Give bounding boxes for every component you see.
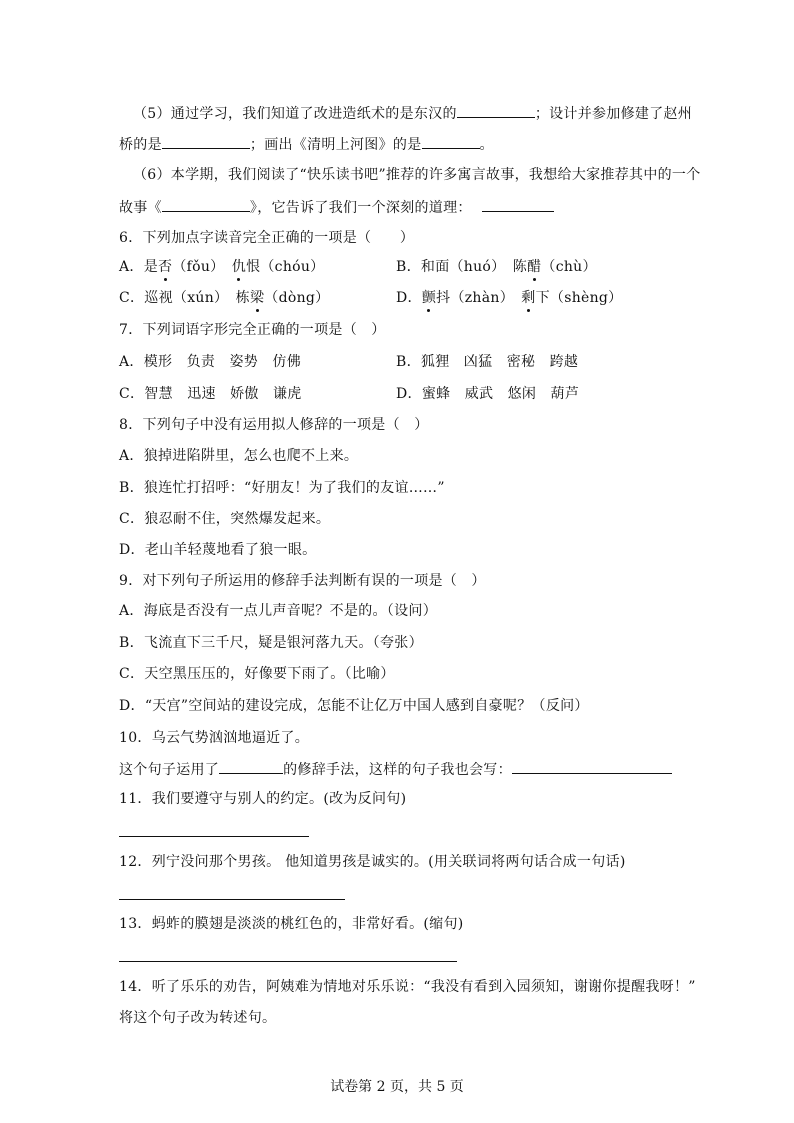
q6-option-a[interactable] bbox=[119, 257, 324, 277]
q5-text-c: 桥的是 bbox=[119, 137, 162, 153]
q5-text-b: ；设计并参加修建了赵州 bbox=[534, 106, 693, 122]
q6-a-mid: （fǒu） bbox=[172, 259, 232, 275]
q5-text-d: ；画出《清明上河图》的是 bbox=[249, 137, 422, 153]
q10-text-b: 的修辞手法，这样的句子我也会写： bbox=[283, 762, 512, 778]
blank-own-sentence[interactable] bbox=[512, 759, 672, 774]
q6p-text-c: 》，它告诉了我们一个深刻的道理： bbox=[249, 200, 472, 216]
q6-d-pre: D． bbox=[396, 290, 422, 306]
q8-option-a[interactable] bbox=[119, 446, 358, 466]
q10-stem-text: 10．乌云气势汹汹地逼近了。 bbox=[119, 730, 310, 746]
q9-option-a[interactable] bbox=[119, 601, 437, 621]
q10-line-2 bbox=[119, 759, 672, 780]
q6p-text-b: 故事《 bbox=[119, 200, 162, 216]
q8-option-c[interactable] bbox=[119, 509, 330, 529]
page-footer: 试卷第 2 页，共 5 页 bbox=[330, 1079, 464, 1095]
q6-option-c[interactable] bbox=[119, 288, 329, 308]
q7-option-c[interactable]: C．智慧 迅速 娇傲 谦虎 bbox=[119, 386, 302, 402]
q6-c-dot2: 梁 bbox=[249, 290, 265, 306]
q14-line-1 bbox=[119, 977, 696, 997]
q6-a-pre: A．是 bbox=[119, 259, 159, 275]
q7-stem-text: 7．下列词语字形完全正确的一项是（ ） bbox=[119, 322, 386, 338]
q8-option-b[interactable] bbox=[119, 478, 445, 498]
q8-option-a-text: A．狼掉进陷阱里，怎么也爬不上来。 bbox=[119, 448, 359, 464]
blank-bridge-builder[interactable] bbox=[162, 134, 250, 149]
q9-stem-text: 9．对下列句子所运用的修辞手法判断有误的一项是（ ） bbox=[119, 573, 486, 589]
q6-c-pre: C．巡 bbox=[119, 290, 159, 306]
q6p-line-2 bbox=[119, 197, 554, 218]
q6-d-dot2: 剩 bbox=[521, 290, 536, 306]
blank-fable-title[interactable] bbox=[162, 197, 250, 212]
q14-text-b: 将这个句子改为转述句。 bbox=[119, 1010, 277, 1026]
q6-stem bbox=[119, 228, 414, 248]
q6-b-pre: B．和 bbox=[396, 259, 436, 275]
q9-option-b[interactable] bbox=[119, 633, 423, 653]
q12-stem bbox=[119, 852, 626, 872]
q5-text-e: 。 bbox=[479, 137, 494, 153]
q9-option-a-text: A．海底是否没有一点儿声音呢？不是的。（设问） bbox=[119, 603, 438, 619]
q10-stem bbox=[119, 728, 309, 748]
q6p-line-1 bbox=[133, 165, 701, 185]
q13-stem-text: 13．蚂蚱的膜翅是淡淡的桃红色的，非常好看。(缩句) bbox=[119, 916, 464, 932]
blank-rhetoric-device[interactable] bbox=[219, 759, 283, 774]
q7-option-d[interactable]: D．蜜蜂 威武 悠闲 葫芦 bbox=[396, 386, 580, 402]
q6-a-dot1: 否 bbox=[158, 259, 173, 275]
q6-b-post: （chù） bbox=[541, 259, 597, 275]
q8-option-b-text: B．狼连忙打招呼：“好朋友！为了我们的友谊……” bbox=[119, 480, 445, 496]
q6-d-dot1: 颤 bbox=[421, 290, 437, 306]
q11-stem-text: 11．我们要遵守与别人的约定。(改为反问句) bbox=[119, 791, 407, 807]
q5-line-1 bbox=[133, 103, 692, 124]
q9-option-c-text: C．天空黑压压的，好像要下雨了。（比喻） bbox=[119, 666, 395, 682]
q7-option-a[interactable]: A．模形 负责 姿势 仿佛 bbox=[119, 354, 302, 370]
q7-stem bbox=[119, 320, 386, 340]
q8-stem bbox=[119, 415, 429, 435]
q6p-text-a: （6）本学期，我们阅读了“快乐读书吧”推荐的许多寓言故事，我想给大家推荐其中的一个 bbox=[133, 167, 701, 183]
q6-b-dot2: 醋 bbox=[527, 259, 542, 275]
blank-painter[interactable] bbox=[422, 134, 480, 149]
q6-option-b[interactable] bbox=[396, 257, 597, 277]
q6-stem-text: 6．下列加点字读音完全正确的一项是（ ） bbox=[119, 230, 415, 246]
q9-stem bbox=[119, 571, 486, 591]
q9-option-d-text: D．“天宫”空间站的建设完成，怎能不让亿万中国人感到自豪呢？（反问） bbox=[119, 698, 589, 714]
q8-option-d[interactable] bbox=[119, 540, 316, 560]
q6-option-d[interactable] bbox=[396, 288, 622, 308]
q11-stem bbox=[119, 789, 406, 809]
q5-line-2 bbox=[119, 134, 494, 155]
q12-stem-text: 12．列宁没问那个男孩。 他知道男孩是诚实的。(用关联词将两句话合成一句话) bbox=[119, 854, 626, 870]
q9-option-d[interactable] bbox=[119, 696, 589, 716]
q9-option-b-text: B．飞流直下三千尺，疑是银河落九天。（夸张） bbox=[119, 635, 423, 651]
q10-text-a: 这个句子运用了 bbox=[119, 762, 220, 778]
q8-stem-text: 8．下列句子中没有运用拟人修辞的一项是（ ） bbox=[119, 417, 429, 433]
q13-answer-line[interactable] bbox=[119, 961, 457, 962]
q7-option-b[interactable]: B．狐狸 凶猛 密秘 跨越 bbox=[396, 354, 579, 370]
q6-d-post: 下（shèng） bbox=[535, 290, 623, 306]
q8-option-c-text: C．狼忍耐不住，突然爆发起来。 bbox=[119, 511, 331, 527]
q5-text-a: （5）通过学习，我们知道了改进造纸术的是东汉的 bbox=[133, 106, 457, 122]
blank-papermaker[interactable] bbox=[457, 103, 535, 118]
q14-line-2 bbox=[119, 1008, 276, 1028]
q6-a-post: 恨（chóu） bbox=[246, 259, 325, 275]
q13-stem bbox=[119, 914, 464, 934]
q14-text-a: 14．听了乐乐的劝告，阿姨难为情地对乐乐说：“我没有看到入园须知，谢谢你提醒我呀！” bbox=[119, 979, 696, 995]
q12-answer-line[interactable] bbox=[119, 899, 345, 900]
q11-answer-line[interactable] bbox=[119, 836, 309, 837]
blank-lesson[interactable] bbox=[482, 197, 554, 212]
q9-option-c[interactable] bbox=[119, 664, 395, 684]
q8-option-d-text: D．老山羊轻蔑地看了狼一眼。 bbox=[119, 542, 317, 558]
q6-b-mid: 面（huó） 陈 bbox=[435, 259, 528, 275]
q6-c-post: （dòng） bbox=[264, 290, 330, 306]
q6-a-dot2: 仇 bbox=[231, 259, 247, 275]
q6-c-mid: 视（xún） 栋 bbox=[158, 290, 250, 306]
q6-d-mid: 抖（zhàn） bbox=[436, 290, 522, 306]
